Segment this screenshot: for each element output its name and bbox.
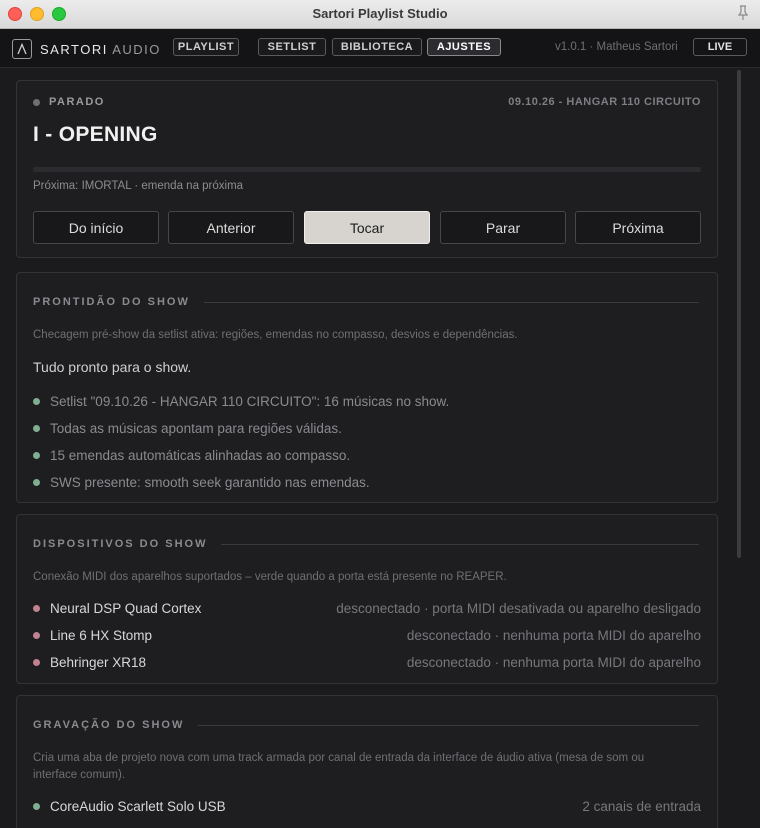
next-button[interactable]: Próxima (575, 211, 701, 244)
device-row (33, 628, 701, 643)
ok-dot-icon (33, 398, 40, 405)
live-button[interactable]: LIVE (693, 38, 747, 56)
list-item (33, 475, 701, 490)
brand-name-light: AUDIO (112, 41, 161, 57)
device-row (33, 655, 701, 670)
ok-dot-icon (33, 425, 40, 432)
status-dot-icon (33, 99, 40, 106)
song-progress-bar (33, 167, 701, 172)
readiness-description: Checagem pré-show da setlist ativa: regiões, emendas no compasso, desvios e dependências. (33, 329, 518, 341)
list-item-label: SWS presente: smooth seek garantido nas emendas. (50, 475, 370, 490)
recording-description-line-1: Cria uma aba de projeto nova com uma track armada por canal de entrada da interface de áudio ativa (mesa de som ou (33, 752, 645, 764)
vertical-scrollbar[interactable] (737, 70, 741, 558)
devices-heading-text: DISPOSITIVOS DO SHOW (33, 538, 208, 550)
audio-interface-name: CoreAudio Scarlett Solo USB (50, 799, 226, 814)
settings-content (0, 67, 760, 828)
tab-playlist[interactable]: PLAYLIST (173, 38, 239, 56)
current-song-title: I - OPENING (33, 123, 158, 146)
ok-dot-icon (33, 452, 40, 459)
status-label: PARADO (49, 96, 105, 108)
divider (221, 544, 699, 545)
title-bar (0, 0, 760, 29)
audio-interface-row (33, 799, 701, 814)
device-name: Behringer XR18 (50, 655, 147, 670)
audio-interface-channels: 2 canais de entrada (582, 799, 701, 814)
brand-mark-icon (12, 39, 32, 59)
list-item (33, 421, 701, 436)
device-status: desconectado · porta MIDI desativada ou aparelho desligado (336, 601, 701, 616)
brand-name (40, 42, 161, 57)
divider (204, 302, 699, 303)
list-item-label: Setlist "09.10.26 - HANGAR 110 CIRCUITO": 16 músicas no show. (50, 394, 450, 409)
disconnected-dot-icon (33, 605, 40, 612)
brand-name-bold: SARTORI (40, 41, 108, 57)
recording-panel (16, 695, 718, 828)
recording-description-line-2: interface comum). (33, 769, 126, 781)
previous-button[interactable]: Anterior (168, 211, 294, 244)
play-button[interactable]: Tocar (304, 211, 430, 244)
list-item (33, 448, 701, 463)
device-status: desconectado · nenhuma porta MIDI do aparelho (406, 628, 701, 643)
next-song-label: Próxima: IMORTAL · emenda na próxima (33, 180, 244, 192)
top-navigation (0, 29, 760, 68)
stop-button[interactable]: Parar (440, 211, 566, 244)
list-item-label: 15 emendas automáticas alinhadas ao compasso. (50, 448, 351, 463)
recording-heading (33, 719, 699, 731)
tab-setlist[interactable]: SETLIST (258, 38, 326, 56)
devices-description: Conexão MIDI dos aparelhos suportados – verde quando a porta está presente no REAPER. (33, 571, 507, 583)
list-item-label: Todas as músicas apontam para regiões válidas. (50, 421, 342, 436)
player-panel (16, 80, 718, 258)
restart-button[interactable]: Do início (33, 211, 159, 244)
device-name: Line 6 HX Stomp (50, 628, 153, 643)
tab-ajustes[interactable]: AJUSTES (427, 38, 501, 56)
readiness-heading (33, 296, 699, 308)
list-item (33, 394, 701, 409)
disconnected-dot-icon (33, 659, 40, 666)
device-row (33, 601, 701, 616)
readiness-panel (16, 272, 718, 503)
device-name: Neural DSP Quad Cortex (50, 601, 202, 616)
recording-heading-text: GRAVAÇÃO DO SHOW (33, 719, 185, 731)
disconnected-dot-icon (33, 632, 40, 639)
divider (198, 725, 699, 726)
readiness-summary: Tudo pronto para o show. (33, 359, 192, 375)
version-label: v1.0.1 · Matheus Sartori (555, 41, 678, 53)
pin-icon[interactable] (736, 5, 750, 21)
readiness-heading-text: PRONTIDÃO DO SHOW (33, 296, 190, 308)
window-title: Sartori Playlist Studio (312, 6, 448, 21)
devices-panel (16, 514, 718, 684)
player-status (33, 96, 105, 108)
ok-dot-icon (33, 479, 40, 486)
ok-dot-icon (33, 803, 40, 810)
device-status: desconectado · nenhuma porta MIDI do aparelho (406, 655, 701, 670)
event-label: 09.10.26 - HANGAR 110 CIRCUITO (508, 96, 701, 108)
devices-heading (33, 538, 699, 550)
brand-logo (12, 39, 161, 59)
tab-biblioteca[interactable]: BIBLIOTECA (332, 38, 422, 56)
